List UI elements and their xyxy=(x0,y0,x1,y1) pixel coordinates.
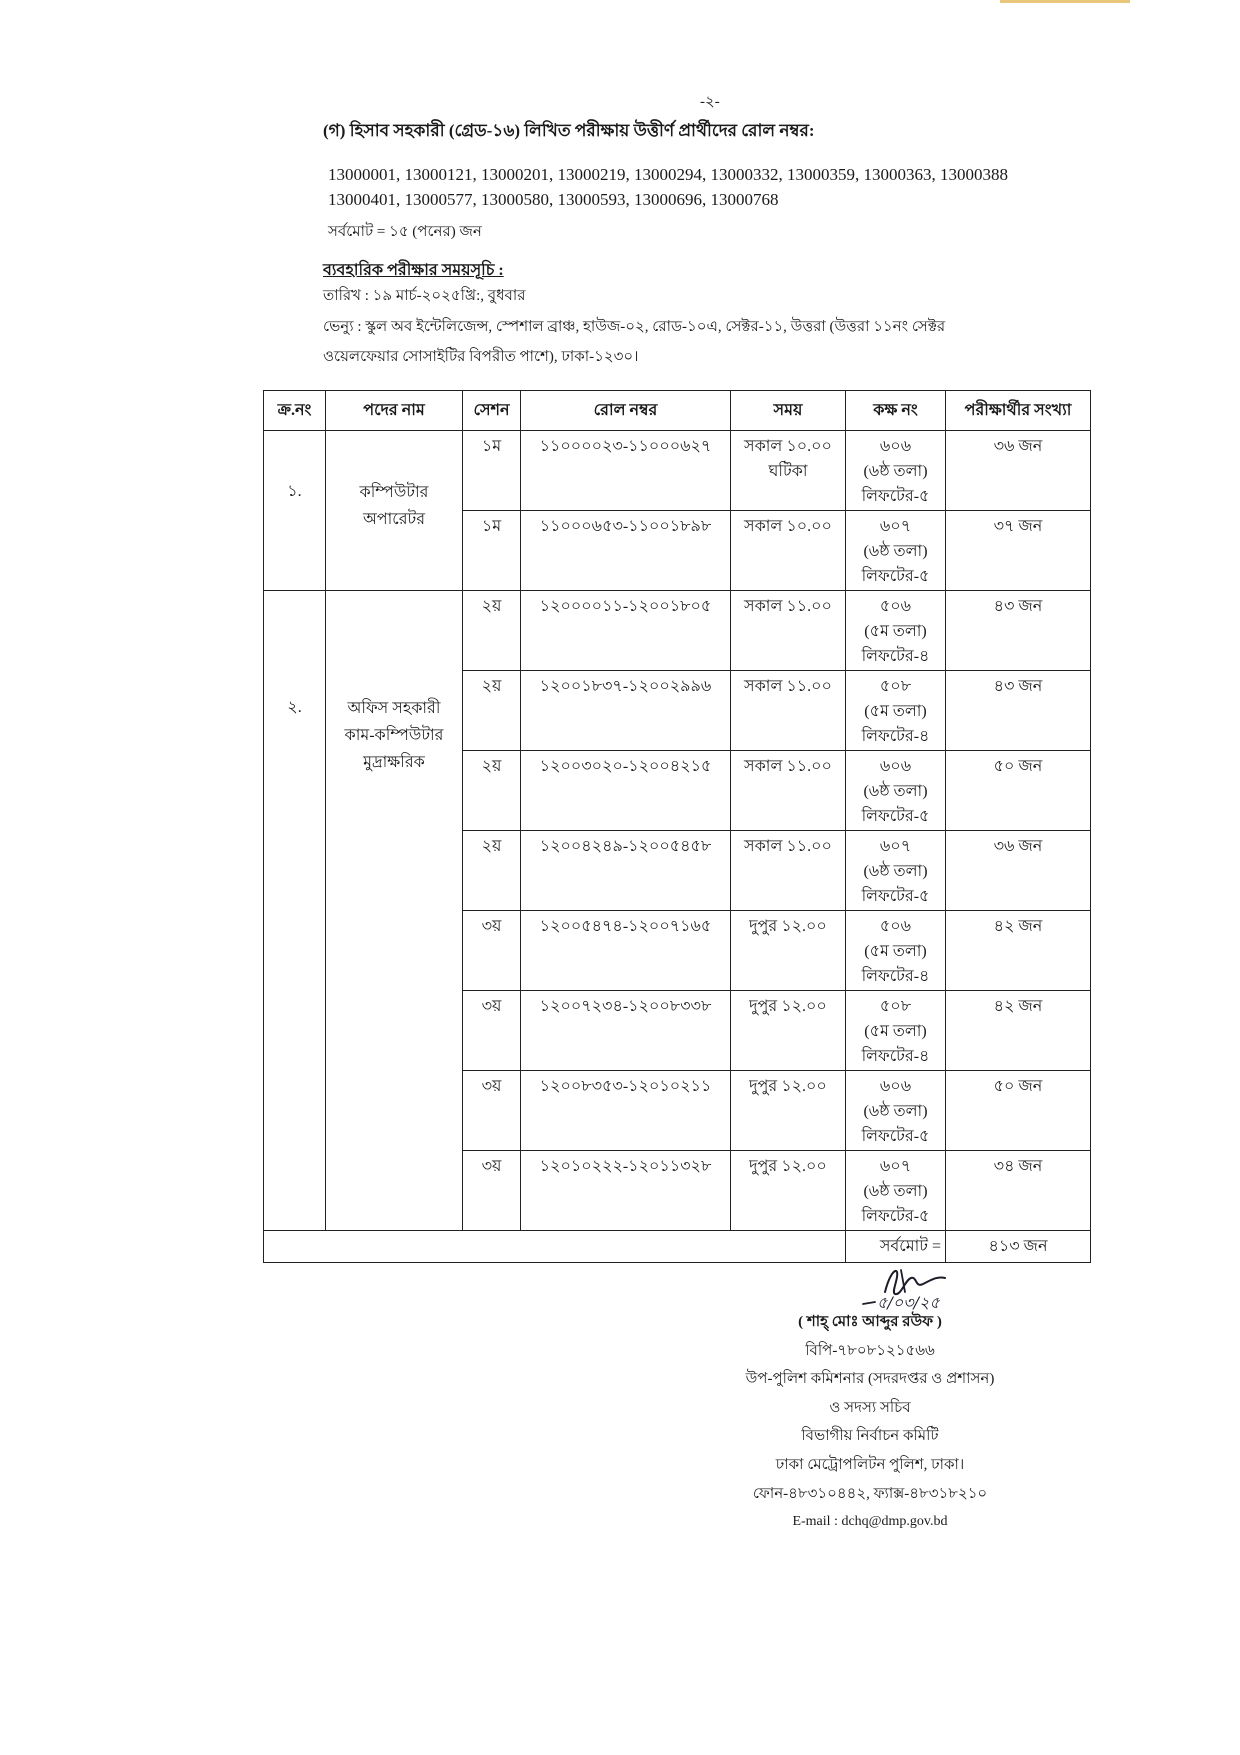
header-time: সময় xyxy=(731,391,846,431)
count-cell: ৪২ জন xyxy=(946,991,1091,1071)
table-body xyxy=(264,431,1091,1263)
post-name-line: অফিস সহকারী xyxy=(347,700,441,717)
time-cell xyxy=(731,831,846,911)
count-cell: ৩৬ জন xyxy=(946,831,1091,911)
time-line: ঘটিকা xyxy=(768,463,808,480)
session-cell: ৩য় xyxy=(463,1071,521,1151)
room-line: লিফটের-৫ xyxy=(861,488,930,505)
roll-range-cell: ১২০০৫৪৭৪-১২০০৭১৬৫ xyxy=(521,911,731,991)
roll-number-line: 13000001, 13000121, 13000201, 13000219, 13000294, 13000332, 13000359, 13000363, 13000388 xyxy=(328,165,1008,184)
exam-schedule-table xyxy=(263,390,1091,1263)
roll-range-cell: ১১০০০৬৫৩-১১০০১৮৯৮ xyxy=(521,511,731,591)
post-name-cell xyxy=(326,431,463,591)
room-line: ৬০৭ xyxy=(879,1158,912,1175)
room-line: লিফটের-৫ xyxy=(861,808,930,825)
signatory-committee: বিভাগীয় নির্বাচন কমিটি xyxy=(801,1428,939,1445)
session-cell: ২য় xyxy=(463,591,521,671)
time-line: দুপুর ১২.০০ xyxy=(749,918,827,935)
session-cell: ৩য় xyxy=(463,991,521,1071)
room-cell xyxy=(846,911,946,991)
room-line: লিফটের-৫ xyxy=(861,1208,930,1225)
total-row xyxy=(264,1231,1091,1263)
room-line: (৬ষ্ঠ তলা) xyxy=(863,463,928,480)
room-line: লিফটের-৪ xyxy=(861,648,930,665)
roll-range-cell: ১২০০৮৩৫৩-১২০১০২১১ xyxy=(521,1071,731,1151)
room-line: ৫০৬ xyxy=(879,598,912,615)
time-cell xyxy=(731,591,846,671)
room-cell xyxy=(846,1151,946,1231)
signature-date: ৫/০৩/২৫ xyxy=(877,1293,940,1312)
signatory-name: ( শাহ্ মোঃ আব্দুর রউফ ) xyxy=(798,1314,942,1330)
post-name-cell xyxy=(326,591,463,1231)
room-cell xyxy=(846,671,946,751)
time-line: সকাল ১০.০০ xyxy=(744,518,832,535)
signature-block xyxy=(660,1308,1080,1537)
time-cell xyxy=(731,1151,846,1231)
session-cell: ২য় xyxy=(463,671,521,751)
session-cell: ৩য় xyxy=(463,911,521,991)
session-cell: ২য় xyxy=(463,831,521,911)
time-cell xyxy=(731,911,846,991)
time-line: দুপুর ১২.০০ xyxy=(749,1158,827,1175)
roll-range-cell: ১১০০০০২৩-১১০০০৬২৭ xyxy=(521,431,731,511)
roll-range-cell: ১২০০১৮৩৭-১২০০২৯৯৬ xyxy=(521,671,731,751)
count-cell: ৪৩ জন xyxy=(946,671,1091,751)
roll-range-cell: ১২০০০০১১-১২০০১৮০৫ xyxy=(521,591,731,671)
room-line: ৬০৬ xyxy=(879,1078,912,1095)
room-line: লিফটের-৪ xyxy=(861,728,930,745)
count-cell: ৪৩ জন xyxy=(946,591,1091,671)
session-cell: ৩য় xyxy=(463,1151,521,1231)
room-line: ৬০৭ xyxy=(879,518,912,535)
schedule-date: তারিখ : ১৯ মার্চ-২০২৫খ্রি:, বুধবার xyxy=(323,288,526,304)
signatory-designation: উপ-পুলিশ কমিশনার (সদরদপ্তর ও প্রশাসন) xyxy=(745,1371,995,1388)
time-cell xyxy=(731,751,846,831)
room-line: লিফটের-৫ xyxy=(861,568,930,585)
count-cell: ৪২ জন xyxy=(946,911,1091,991)
serial-cell: ১. xyxy=(264,431,326,591)
room-line: (৬ষ্ঠ তলা) xyxy=(863,783,928,800)
time-line: দুপুর ১২.০০ xyxy=(749,1078,827,1095)
room-cell xyxy=(846,751,946,831)
post-name-line: কম্পিউটার xyxy=(359,484,429,501)
section-heading: (গ) হিসাব সহকারী (গ্রেড-১৬) লিখিত পরীক্ষায় উত্তীর্ণ প্রার্থীদের রোল নম্বর: xyxy=(323,121,815,140)
signatory-bp: বিপি-৭৮০৮১২১৫৬৬ xyxy=(805,1342,935,1359)
room-line: ৫০৬ xyxy=(879,918,912,935)
table-row xyxy=(264,591,1091,671)
room-line: লিফটের-৫ xyxy=(861,1128,930,1145)
signatory-office: ঢাকা মেট্রোপলিটন পুলিশ, ঢাকা। xyxy=(775,1456,965,1473)
count-cell: ৫০ জন xyxy=(946,1071,1091,1151)
time-line: সকাল ১১.০০ xyxy=(744,678,832,695)
table-row xyxy=(264,431,1091,511)
time-cell xyxy=(731,671,846,751)
table-header-row xyxy=(264,391,1091,431)
roll-range-cell: ১২০১০২২২-১২০১১৩২৮ xyxy=(521,1151,731,1231)
time-line: দুপুর ১২.০০ xyxy=(749,998,827,1015)
roll-number-list xyxy=(328,162,1008,212)
count-cell: ৩৪ জন xyxy=(946,1151,1091,1231)
post-name-line: কাম-কম্পিউটার xyxy=(344,727,444,744)
room-cell xyxy=(846,591,946,671)
room-cell xyxy=(846,511,946,591)
room-line: ৫০৮ xyxy=(879,678,912,695)
time-line: সকাল ১১.০০ xyxy=(744,838,832,855)
header-roll: রোল নম্বর xyxy=(521,391,731,431)
signature-image xyxy=(845,1262,985,1312)
page-number: -২- xyxy=(700,94,720,110)
venue-line: ওয়েলফেয়ার সোসাইটির বিপরীত পাশে), ঢাকা-১২৩০। xyxy=(323,349,639,365)
total-blank-cell xyxy=(264,1231,846,1263)
count-cell: ৩৬ জন xyxy=(946,431,1091,511)
room-line: ৫০৮ xyxy=(879,998,912,1015)
room-line: (৫ম তলা) xyxy=(864,623,927,640)
room-cell xyxy=(846,831,946,911)
total-value: ৪১৩ জন xyxy=(946,1231,1091,1263)
count-cell: ৩৭ জন xyxy=(946,511,1091,591)
header-count: পরীক্ষার্থীর সংখ্যা xyxy=(946,391,1091,431)
session-cell: ১ম xyxy=(463,511,521,591)
schedule-heading: ব্যবহারিক পরীক্ষার সময়সূচি : xyxy=(323,262,504,279)
room-line: (৬ষ্ঠ তলা) xyxy=(863,1103,928,1120)
room-line: (৫ম তলা) xyxy=(864,703,927,720)
room-cell xyxy=(846,431,946,511)
room-line: (৬ষ্ঠ তলা) xyxy=(863,1183,928,1200)
count-cell: ৫০ জন xyxy=(946,751,1091,831)
header-room: কক্ষ নং xyxy=(846,391,946,431)
time-cell xyxy=(731,511,846,591)
signatory-phone-fax: ফোন-৪৮৩১০৪৪২, ফ্যাক্স-৪৮৩১৮২১০ xyxy=(752,1485,988,1502)
time-cell xyxy=(731,1071,846,1151)
time-cell xyxy=(731,991,846,1071)
room-line: ৬০৭ xyxy=(879,838,912,855)
room-line: (৫ম তলা) xyxy=(864,1023,927,1040)
room-line: (৫ম তলা) xyxy=(864,943,927,960)
header-session: সেশন xyxy=(463,391,521,431)
venue-line: ভেন্যু : স্কুল অব ইন্টেলিজেন্স, স্পেশাল ব্রাঞ্চ, হাউজ-০২, রোড-১০এ, সেক্টর-১১, উত্তরা (উত্তরা ১১নং সেক্টর xyxy=(323,319,946,335)
signatory-email: E-mail : dchq@dmp.gov.bd xyxy=(792,1514,948,1530)
room-line: লিফটের-৪ xyxy=(861,968,930,985)
room-line: ৬০৬ xyxy=(879,438,912,455)
room-line: লিফটের-৪ xyxy=(861,1048,930,1065)
post-name-line: অপারেটর xyxy=(362,511,426,528)
scan-edge-mark xyxy=(1000,0,1130,3)
room-cell xyxy=(846,991,946,1071)
section-total: সর্বমোট = ১৫ (পনের) জন xyxy=(328,224,482,240)
roll-number-line: 13000401, 13000577, 13000580, 13000593, 13000696, 13000768 xyxy=(328,190,779,209)
time-cell xyxy=(731,431,846,511)
room-line: ৬০৬ xyxy=(879,758,912,775)
roll-range-cell: ১২০০৭২৩৪-১২০০৮৩৩৮ xyxy=(521,991,731,1071)
roll-range-cell: ১২০০৩০২০-১২০০৪২১৫ xyxy=(521,751,731,831)
time-line: সকাল ১১.০০ xyxy=(744,758,832,775)
serial-cell: ২. xyxy=(264,591,326,1231)
total-label: সর্বমোট = xyxy=(846,1231,946,1263)
room-cell xyxy=(846,1071,946,1151)
time-line: সকাল ১০.০০ xyxy=(744,438,832,455)
room-line: (৬ষ্ঠ তলা) xyxy=(863,863,928,880)
session-cell: ১ম xyxy=(463,431,521,511)
room-line: লিফটের-৫ xyxy=(861,888,930,905)
time-line: সকাল ১১.০০ xyxy=(744,598,832,615)
header-serial: ক্র.নং xyxy=(264,391,326,431)
signatory-role: ও সদস্য সচিব xyxy=(829,1399,911,1416)
header-post: পদের নাম xyxy=(326,391,463,431)
schedule-venue xyxy=(323,312,1093,372)
room-line: (৬ষ্ঠ তলা) xyxy=(863,543,928,560)
roll-range-cell: ১২০০৪২৪৯-১২০০৫৪৫৮ xyxy=(521,831,731,911)
session-cell: ২য় xyxy=(463,751,521,831)
post-name-line: মুদ্রাক্ষরিক xyxy=(363,754,425,771)
